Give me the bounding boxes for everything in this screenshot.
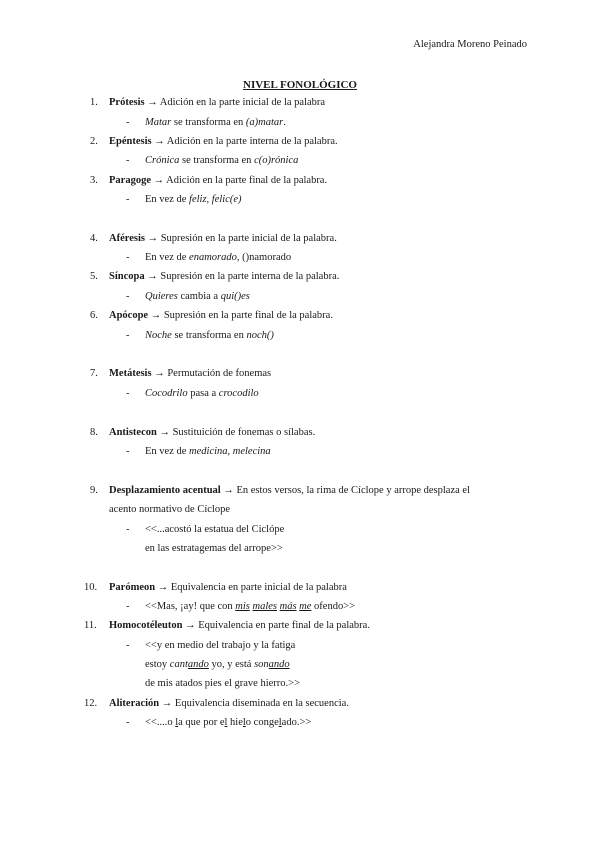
term: Antistecon <box>109 427 157 438</box>
dash-bullet: - <box>126 291 130 302</box>
dash-bullet: - <box>126 388 130 399</box>
definition: Equivalencia en parte inicial de la palabra <box>170 582 347 593</box>
arrow-icon: → <box>154 136 165 147</box>
page-title: NIVEL FONOLÓGICO <box>243 79 357 91</box>
item-number: 5. <box>90 271 98 282</box>
dash-bullet: - <box>126 155 130 166</box>
dash-bullet: - <box>126 601 130 612</box>
term: Aféresis <box>109 233 145 244</box>
item-number: 2. <box>90 136 98 147</box>
arrow-icon: → <box>147 233 159 244</box>
definition: Equivalencia en parte final de la palabra. <box>198 620 370 631</box>
definition: Sustituición de fonemas o sílabas. <box>172 427 316 438</box>
item-number: 4. <box>90 233 98 244</box>
item-number: 3. <box>90 175 98 186</box>
dash-bullet: - <box>126 717 130 728</box>
author-name: Alejandra Moreno Peinado <box>413 39 527 50</box>
example-line: en las estratagemas del arrope>> <box>145 543 283 554</box>
arrow-icon: → <box>147 97 158 108</box>
term: Metátesis <box>109 368 152 379</box>
item-number: 11. <box>84 620 97 631</box>
example-line: estoy cantando yo, y está sonando <box>145 659 290 670</box>
term: Homocotéleuton <box>109 620 183 631</box>
dash-bullet: - <box>126 252 130 263</box>
arrow-icon: → <box>154 368 165 379</box>
dash-bullet: - <box>126 640 130 651</box>
term: Prótesis <box>109 97 145 108</box>
definition: Adición en la parte inicial de la palabra <box>159 97 326 108</box>
definition: Supresión en la parte inicial de la palabra. <box>160 233 337 244</box>
term: Parómeon <box>109 582 156 593</box>
definition: En estos versos, la rima de Cíclope y arrope desplaza el <box>236 485 470 496</box>
term: Desplazamiento acentual <box>109 485 221 496</box>
term: Epéntesis <box>109 136 152 147</box>
arrow-icon: → <box>157 582 169 593</box>
item-number: 1. <box>90 97 98 108</box>
definition: Adición en la parte final de la palabra. <box>166 175 328 186</box>
item-number: 8. <box>90 427 98 438</box>
definition: Supresión en la parte final de la palabra. <box>163 310 333 321</box>
arrow-icon: → <box>223 485 234 496</box>
arrow-icon: → <box>161 698 173 709</box>
term: Paragoge <box>109 175 151 186</box>
arrow-icon: → <box>153 175 165 186</box>
item-number: 12. <box>84 698 98 709</box>
dash-bullet: - <box>126 194 130 205</box>
arrow-icon: → <box>150 310 162 321</box>
definition: Equivalencia diseminada en la secuencia. <box>174 698 349 709</box>
dash-bullet: - <box>126 330 130 341</box>
definition: Permutación de fonemas <box>167 368 272 379</box>
example-line: de mis atados pies el grave hierro.>> <box>145 678 301 689</box>
definition: Adición en la parte interna de la palabra. <box>166 136 338 147</box>
item-number: 9. <box>90 485 98 496</box>
term: Síncopa <box>109 271 145 282</box>
item-number: 7. <box>90 368 98 379</box>
dash-bullet: - <box>126 446 130 457</box>
dash-bullet: - <box>126 524 130 535</box>
definition-continued: acento normativo de Cíclope <box>109 504 231 515</box>
term: Apócope <box>109 310 149 321</box>
arrow-icon: → <box>185 620 196 631</box>
term: Aliteración <box>109 698 160 709</box>
dash-bullet: - <box>126 117 130 128</box>
item-number: 10. <box>84 582 98 593</box>
arrow-icon: → <box>159 427 170 438</box>
definition: Supresión en la parte interna de la palabra. <box>160 271 340 282</box>
item-number: 6. <box>90 310 98 321</box>
arrow-icon: → <box>147 271 158 282</box>
